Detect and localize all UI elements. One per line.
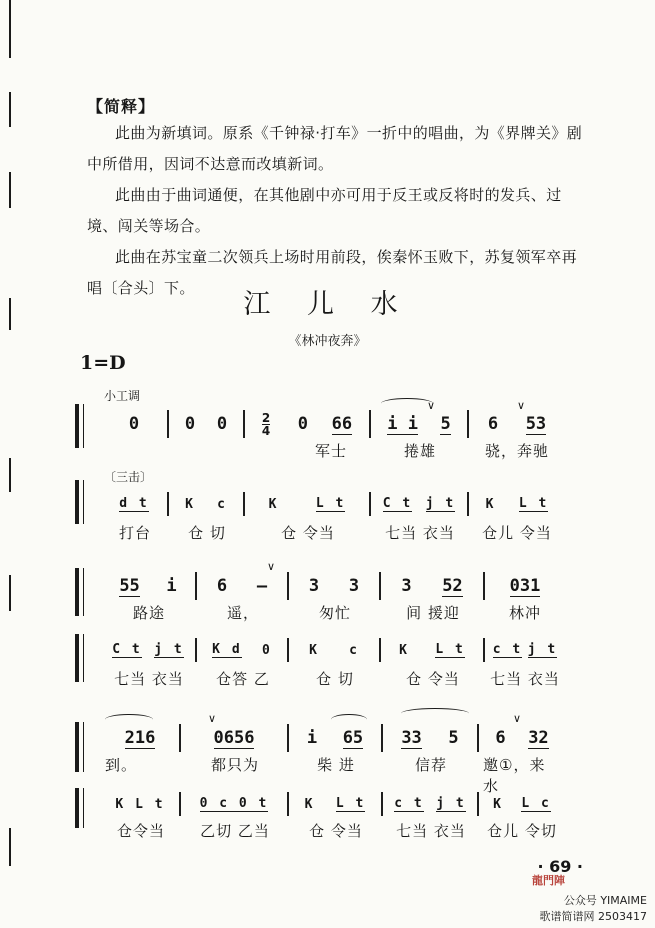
- system-brace: [75, 404, 79, 448]
- percussion-words: [101, 668, 590, 689]
- perc-note: K d: [212, 642, 242, 657]
- note: 65: [342, 727, 364, 748]
- note: 5: [448, 728, 459, 748]
- measure: [381, 638, 485, 662]
- staff-1: [75, 398, 590, 548]
- percussion-words: [101, 820, 590, 841]
- edge-mark: [9, 575, 11, 611]
- perc-word: 仓 令当: [309, 822, 363, 840]
- song-subtitle: 《林冲夜奔》: [288, 334, 367, 349]
- perc-note: L t: [335, 796, 366, 811]
- perc-word: 乙切 乙当: [200, 822, 270, 840]
- note: 0: [184, 414, 196, 434]
- edge-mark: [9, 0, 11, 58]
- note: 52: [442, 575, 463, 596]
- percussion-line: [101, 492, 590, 516]
- note: 6: [216, 576, 228, 596]
- measure: [245, 410, 371, 438]
- lyric: 捲雄: [403, 442, 436, 460]
- measure: [289, 638, 381, 662]
- note: 3: [401, 576, 412, 596]
- measure: [469, 410, 565, 438]
- note: 3: [308, 576, 320, 596]
- notes-paragraph: 此曲为新填词。原系《千钟禄·打车》一折中的唱曲，为《界牌关》剧中所借用，因词不达意而改填新词。: [87, 124, 583, 173]
- perc-note: c: [217, 496, 227, 512]
- percussion-line: [101, 638, 590, 662]
- staff-2: [75, 560, 590, 700]
- system-brace: [75, 722, 79, 772]
- perc-word: 七当 衣当: [490, 670, 560, 688]
- percussion-words: [101, 522, 590, 543]
- time-signature: 2 4: [261, 410, 271, 438]
- measure: [289, 724, 383, 752]
- lyric: 间 援迎: [406, 604, 460, 622]
- lyric: 路途: [132, 604, 165, 622]
- lyric: 遥，: [226, 604, 259, 622]
- lyric: [169, 440, 245, 461]
- mode-label: 小工调: [104, 389, 141, 403]
- edge-mark: [9, 172, 11, 208]
- lyric: 军士: [314, 442, 347, 460]
- system-brace: [83, 722, 84, 772]
- measure: [469, 492, 565, 516]
- measure: [381, 572, 485, 600]
- watermark-brand: 龍門陣: [532, 874, 565, 887]
- lyric: 都只为: [210, 756, 259, 774]
- melody-line: [101, 410, 590, 438]
- system-brace: [75, 480, 79, 524]
- perc-word: 仓答 乙: [216, 670, 270, 688]
- measure: [169, 410, 245, 438]
- measure: [383, 792, 479, 816]
- lyric-line: [101, 440, 590, 461]
- measure: [169, 492, 245, 516]
- page-number: · 69 ·: [537, 857, 583, 876]
- measure: [371, 410, 469, 438]
- percussion-label: 〔三击〕: [104, 470, 153, 484]
- perc-note: 0 c 0 t: [199, 796, 269, 811]
- measure: [197, 572, 289, 600]
- lyric: 骁，奔驰: [484, 442, 549, 460]
- perc-note: C t: [112, 642, 142, 657]
- note: 55: [119, 575, 140, 596]
- note: 0: [216, 414, 228, 434]
- perc-word: 仓 切: [316, 670, 354, 688]
- measure: [383, 724, 479, 752]
- breath-mark: ∨: [208, 712, 217, 725]
- notes-paragraph: 此曲在苏宝童二次领兵上场时用前段，俟秦怀玉败下，苏复领军卒再唱〔合头〕下。: [87, 248, 578, 297]
- perc-note: K: [485, 496, 496, 512]
- note: 6: [495, 728, 506, 748]
- measure: [479, 792, 565, 816]
- note: 6: [487, 414, 499, 434]
- melody-line: [101, 724, 590, 752]
- note: i: [166, 576, 177, 596]
- perc-note: c: [349, 642, 359, 658]
- note: 0: [297, 414, 309, 434]
- tie-arc: [381, 398, 433, 409]
- perc-note: K: [268, 496, 279, 512]
- perc-note: 0: [262, 642, 272, 658]
- perc-note: j t: [436, 796, 466, 811]
- note: –: [256, 576, 268, 596]
- measure: [479, 724, 565, 752]
- note: i: [306, 728, 318, 748]
- measure: [289, 792, 383, 816]
- system-brace: [75, 788, 79, 828]
- perc-note: j t: [425, 496, 456, 511]
- perc-note: K: [304, 796, 315, 812]
- melody-line: [101, 572, 590, 600]
- perc-word: 仓 令当: [406, 670, 460, 688]
- note: 32: [528, 727, 549, 748]
- lyric: 匆忙: [318, 604, 351, 622]
- lyric: 信荐: [414, 756, 447, 774]
- perc-word: 七当 衣当: [396, 822, 466, 840]
- edge-mark: [9, 458, 11, 492]
- breath-mark: ∨: [427, 399, 436, 412]
- perc-note: j t: [154, 642, 184, 657]
- perc-note: L t: [435, 642, 465, 657]
- perc-word: 仓令当: [116, 822, 165, 840]
- perc-note: K: [399, 642, 409, 658]
- perc-word: 仓儿 令切: [487, 822, 557, 840]
- note: 0: [128, 414, 140, 434]
- note: i i: [387, 413, 418, 434]
- lyric: 柴 进: [317, 756, 355, 774]
- tie-arc: [401, 708, 469, 719]
- percussion-line: [101, 792, 590, 816]
- edge-mark: [9, 828, 11, 866]
- notes-paragraph: 此曲由于曲词通便，在其他剧中亦可用于反王或反将时的发兵、过境、闯关等场合。: [87, 186, 562, 235]
- measure: [101, 724, 181, 752]
- watermark-text: 歌谱简谱网 2503417: [539, 910, 647, 923]
- perc-word: 仓 切: [188, 524, 226, 542]
- key-signature: 1=D: [80, 352, 126, 374]
- system-brace: [83, 568, 84, 616]
- perc-note: d t: [119, 496, 149, 511]
- breath-mark: ∨: [513, 712, 522, 725]
- perc-word: 打台: [118, 524, 151, 542]
- perc-word: 七当 衣当: [385, 524, 455, 542]
- system-brace: [83, 404, 84, 448]
- lyric: [101, 440, 169, 461]
- perc-note: K: [493, 796, 503, 812]
- measure: [485, 572, 565, 600]
- perc-note: L c: [521, 796, 551, 811]
- measure: [101, 572, 197, 600]
- note: 33: [401, 727, 422, 748]
- measure: [181, 792, 289, 816]
- note: 216: [124, 727, 156, 748]
- perc-note: L t: [315, 496, 346, 511]
- measure: [371, 492, 469, 516]
- measure: [181, 724, 289, 752]
- system-brace: [83, 788, 84, 828]
- note: 031: [509, 575, 541, 596]
- perc-word: 仓 令当: [281, 524, 335, 542]
- perc-note: c t: [394, 796, 424, 811]
- song-title: 江 儿 水: [243, 289, 412, 320]
- lyric: 林冲: [508, 604, 541, 622]
- perc-note: K: [309, 642, 319, 658]
- measure: [101, 492, 169, 516]
- lyric: 到。: [105, 756, 138, 774]
- system-brace: [75, 634, 79, 682]
- lyric-line: [101, 754, 590, 796]
- perc-word: 七当 衣当: [114, 670, 184, 688]
- perc-note: L t: [518, 496, 549, 511]
- perc-note: K: [185, 496, 195, 512]
- breath-mark: ∨: [267, 560, 276, 573]
- system-brace: [83, 480, 84, 524]
- measure: [245, 492, 371, 516]
- lyric: 邀①，来水: [483, 756, 546, 795]
- perc-note: j t: [527, 642, 558, 657]
- system-brace: [83, 634, 84, 682]
- breath-mark: ∨: [517, 399, 526, 412]
- perc-note: c t: [492, 642, 523, 657]
- note: 0656: [213, 727, 255, 748]
- staff-3: [75, 712, 590, 852]
- note: 53: [525, 413, 547, 434]
- measure: [485, 638, 565, 662]
- lyric-line: [101, 602, 590, 623]
- note: 5: [440, 413, 451, 434]
- edge-mark: [9, 92, 11, 127]
- perc-word: 仓儿 令当: [482, 524, 552, 542]
- perc-note: C t: [382, 496, 413, 511]
- measure: [289, 572, 381, 600]
- note: 3: [348, 576, 360, 596]
- system-brace: [75, 568, 79, 616]
- perc-note: K L t: [115, 796, 165, 812]
- note: 66: [331, 413, 353, 434]
- measure: [101, 410, 169, 438]
- measure: [197, 638, 289, 662]
- measure: [101, 638, 197, 662]
- notes-heading: 【简释】: [87, 97, 156, 116]
- watermark-text: 公众号 YIMAIME: [563, 894, 647, 907]
- measure: [101, 792, 181, 816]
